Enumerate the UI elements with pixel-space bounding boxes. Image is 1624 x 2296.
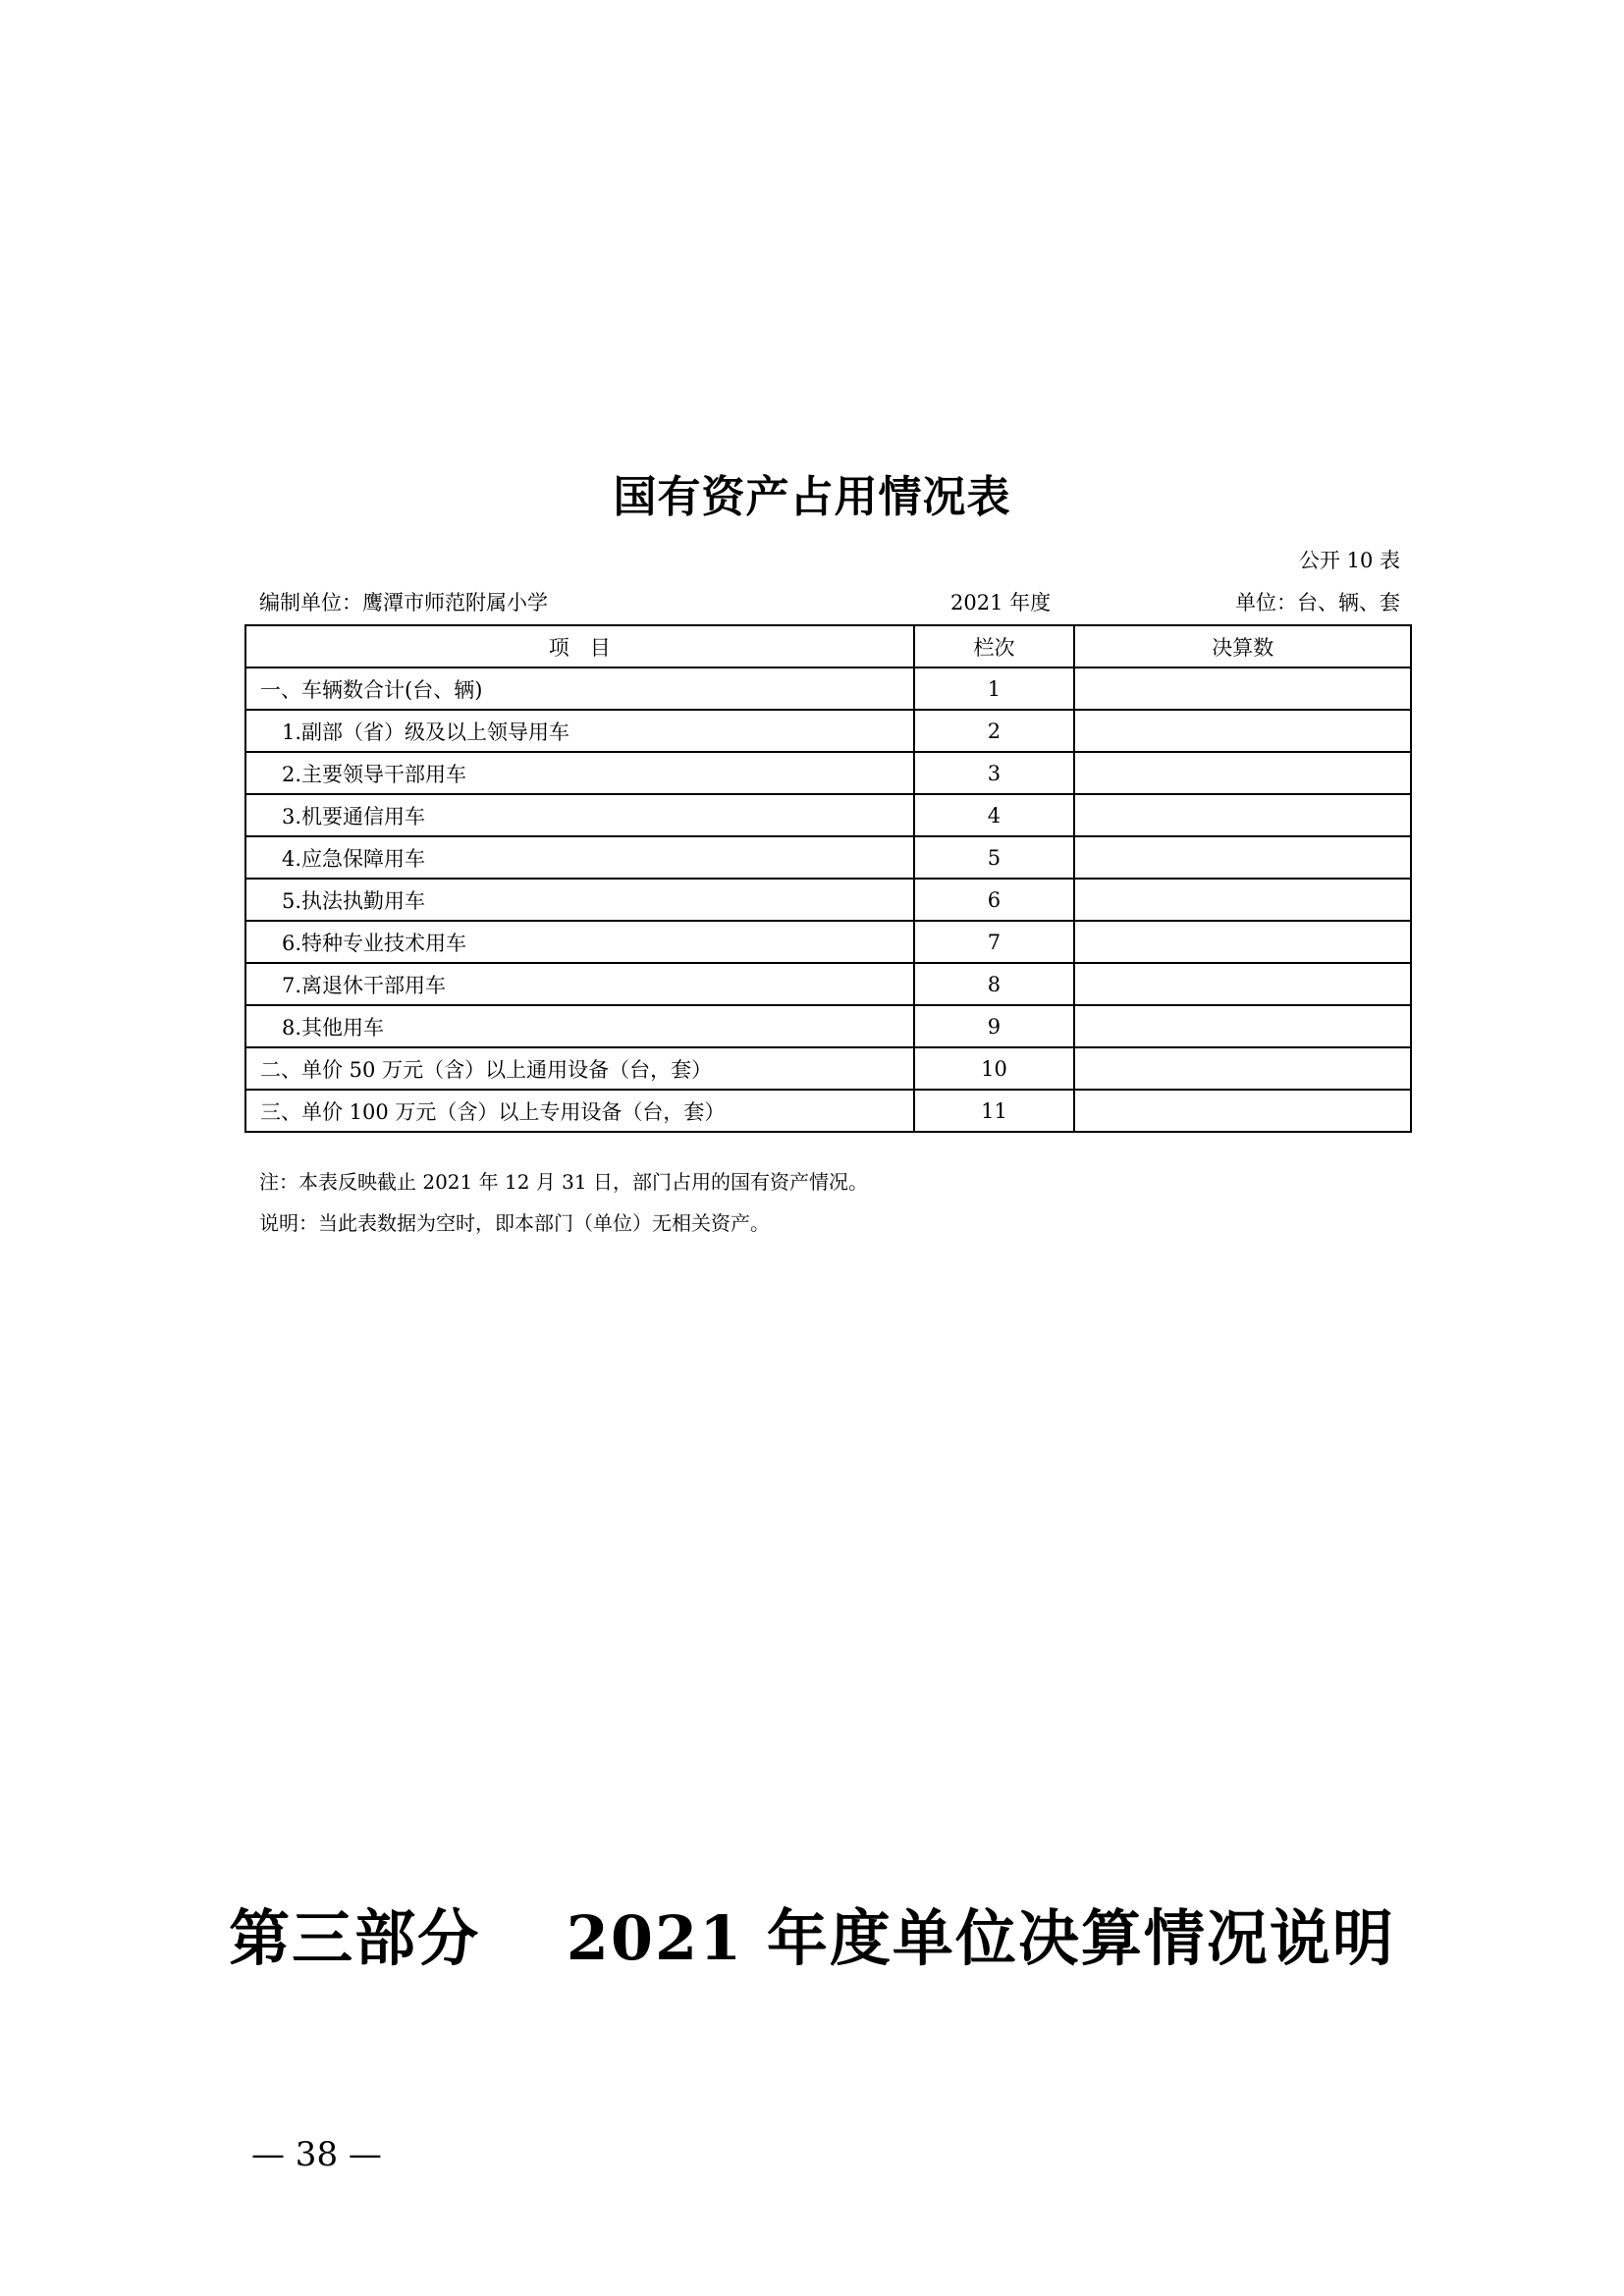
row-item: 2.主要领导干部用车: [245, 752, 914, 794]
table-row: [245, 836, 1411, 879]
row-item: 三、单价 100 万元（含）以上专用设备（台，套）: [245, 1090, 914, 1132]
row-number: 6: [914, 879, 1075, 921]
row-item: 一、车辆数合计(台、辆): [245, 667, 914, 710]
header-item: 项 目: [245, 625, 914, 667]
row-value: [1074, 752, 1411, 794]
fiscal-year: 2021 年度: [950, 591, 1052, 614]
row-item: 8.其他用车: [245, 1005, 914, 1047]
table-row: [245, 1047, 1411, 1090]
table-row: [245, 1090, 1411, 1132]
row-number: 7: [914, 921, 1075, 963]
row-value: [1074, 1047, 1411, 1090]
row-item: 7.离退休干部用车: [245, 963, 914, 1005]
table-explanation: 说明：当此表数据为空时，即本部门（单位）无相关资产。: [259, 1211, 770, 1235]
table-header-row: [245, 625, 1411, 667]
row-number: 2: [914, 710, 1075, 752]
table-row: [245, 667, 1411, 710]
page-number: — 38 —: [251, 2135, 382, 2174]
header-row-number: 栏次: [914, 625, 1075, 667]
row-number: 11: [914, 1090, 1075, 1132]
table-row: [245, 963, 1411, 1005]
row-number: 10: [914, 1047, 1075, 1090]
table-row: [245, 879, 1411, 921]
measure-unit: 单位：台、辆、套: [1235, 591, 1400, 614]
table-meta: [259, 587, 1400, 616]
header-final-amount: 决算数: [1074, 625, 1411, 667]
row-value: [1074, 794, 1411, 836]
row-item: 3.机要通信用车: [245, 794, 914, 836]
row-item: 4.应急保障用车: [245, 836, 914, 879]
row-item: 二、单价 50 万元（含）以上通用设备（台，套）: [245, 1047, 914, 1090]
table-row: [245, 794, 1411, 836]
asset-table: [244, 624, 1412, 1133]
page-title: 国有资产占用情况表: [613, 472, 1011, 522]
row-value: [1074, 963, 1411, 1005]
row-value: [1074, 1005, 1411, 1047]
row-number: 1: [914, 667, 1075, 710]
row-item: 1.副部（省）级及以上领导用车: [245, 710, 914, 752]
compiler-unit: 编制单位：鹰潭市师范附属小学: [259, 591, 548, 614]
row-value: [1074, 836, 1411, 879]
row-value: [1074, 921, 1411, 963]
row-value: [1074, 1090, 1411, 1132]
table-row: [245, 752, 1411, 794]
row-value: [1074, 710, 1411, 752]
section-heading: 第三部分 2021 年度单位决算情况说明: [229, 1902, 1395, 1974]
row-number: 8: [914, 963, 1075, 1005]
table-note: 注：本表反映截止 2021 年 12 月 31 日，部门占用的国有资产情况。: [259, 1170, 868, 1194]
row-number: 4: [914, 794, 1075, 836]
row-number: 5: [914, 836, 1075, 879]
table-row: [245, 710, 1411, 752]
table-number: 公开 10 表: [1298, 549, 1400, 572]
row-item: 5.执法执勤用车: [245, 879, 914, 921]
row-number: 3: [914, 752, 1075, 794]
row-value: [1074, 879, 1411, 921]
row-item: 6.特种专业技术用车: [245, 921, 914, 963]
row-number: 9: [914, 1005, 1075, 1047]
row-value: [1074, 667, 1411, 710]
table-row: [245, 921, 1411, 963]
table-row: [245, 1005, 1411, 1047]
